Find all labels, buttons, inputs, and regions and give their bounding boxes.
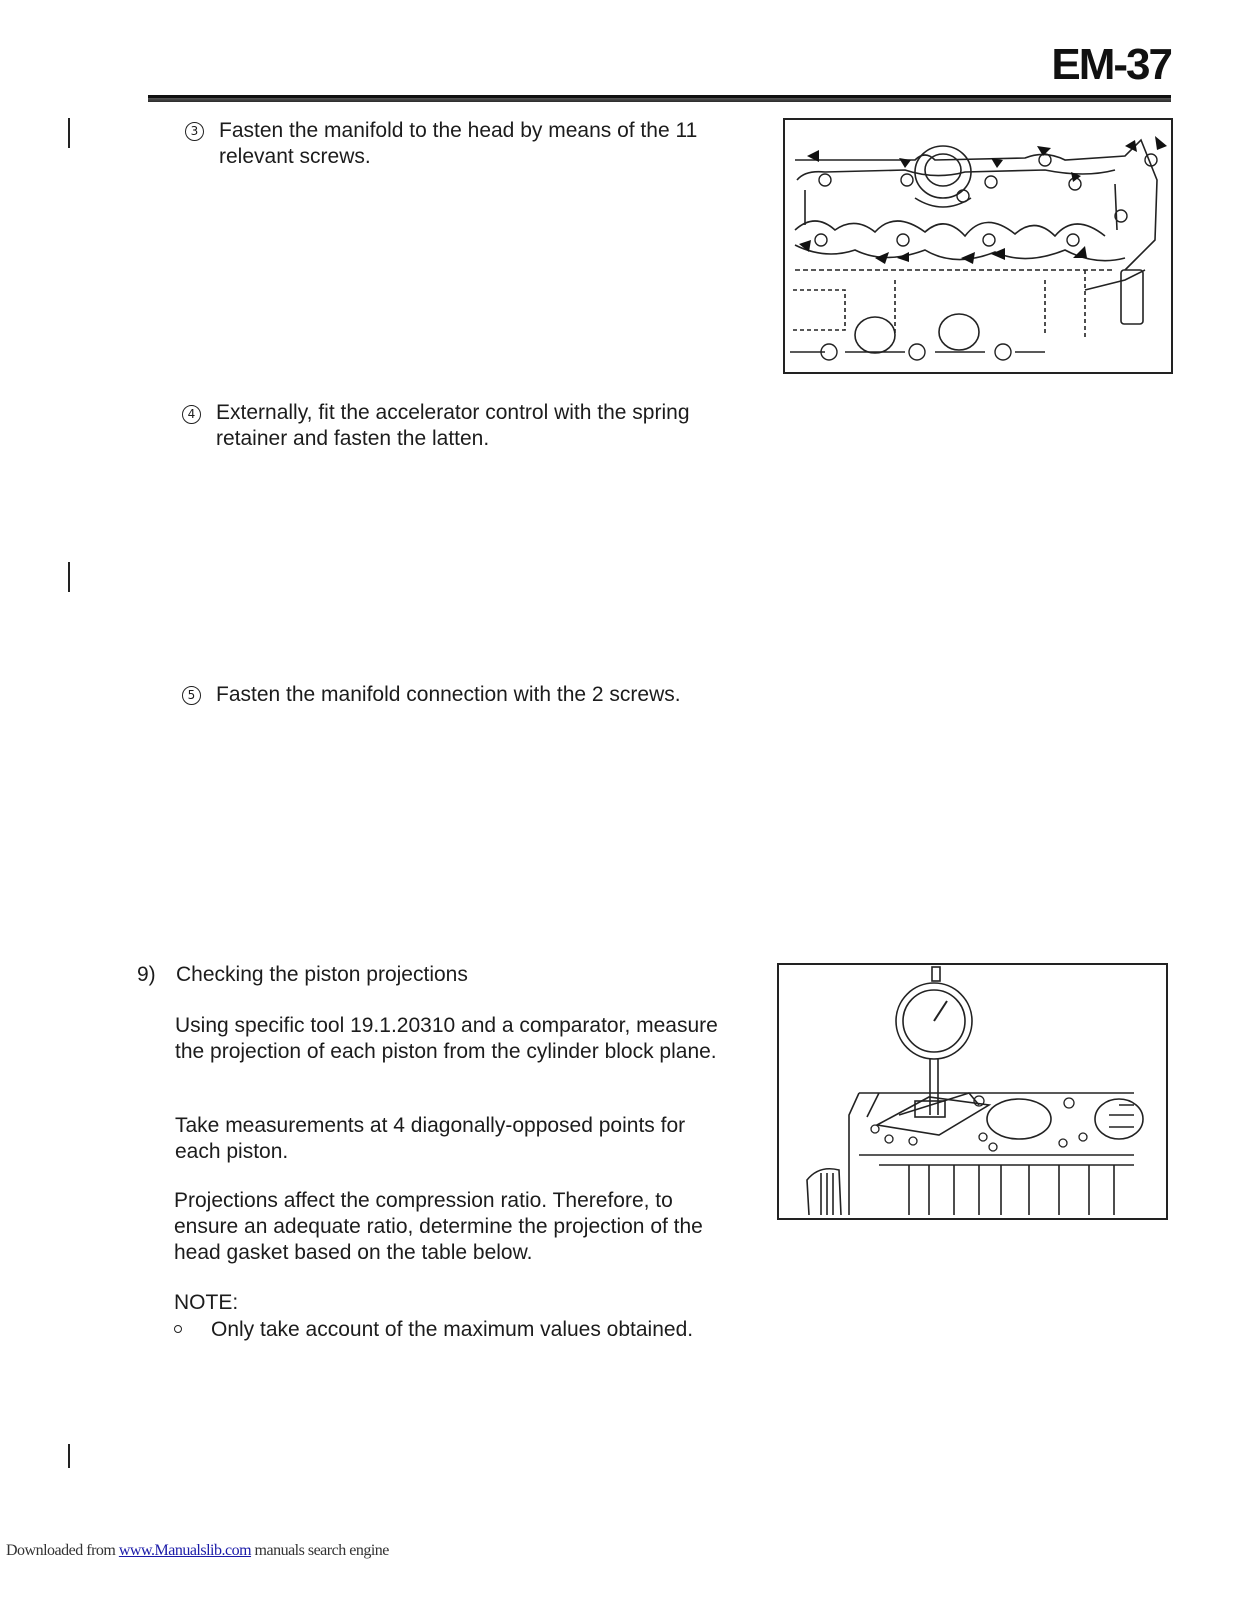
page-number: EM-37 [1051,40,1171,89]
header-rule [148,95,1171,102]
revision-bar [68,562,70,592]
footer-prefix: Downloaded from [6,1542,116,1559]
step-text: Externally, fit the accelerator control with the spring retainer and fasten the latten. [216,401,690,450]
footer-suffix: manuals search engine [254,1542,389,1559]
revision-bar [68,118,70,148]
section-paragraph: Take measurements at 4 diagonally-opposed points for each piston. [175,1114,686,1163]
note-label: NOTE: [174,1291,239,1314]
note-item: Only take account of the maximum values obtained. [211,1318,694,1341]
manifold-figure [783,118,1173,374]
step-text: Fasten the manifold to the head by means of the 11 relevant screws. [219,119,698,168]
section-paragraph: Projections affect the compression ratio. Therefore, to ensure an adequate ratio, determine the projection of the head gasket based on the table below. [174,1189,703,1264]
manifold-drawing [785,120,1171,372]
manualslib-link[interactable]: www.Manualslib.com [118,1542,252,1559]
step-number: 4 [182,405,201,424]
revision-bar [68,1444,70,1468]
step-text: Fasten the manifold connection with the 2 screws. [216,683,681,706]
step-number: 3 [185,122,204,141]
comparator-figure [777,963,1168,1220]
bullet-icon [174,1325,182,1333]
section-title: Checking the piston projections [176,963,468,986]
section-number: 9) [137,963,156,986]
footer [6,1542,389,1560]
section-paragraph: Using specific tool 19.1.20310 and a comparator, measure the projection of each piston from the cylinder block plane. [175,1014,718,1063]
comparator-drawing [779,965,1166,1218]
step-number: 5 [182,686,201,705]
